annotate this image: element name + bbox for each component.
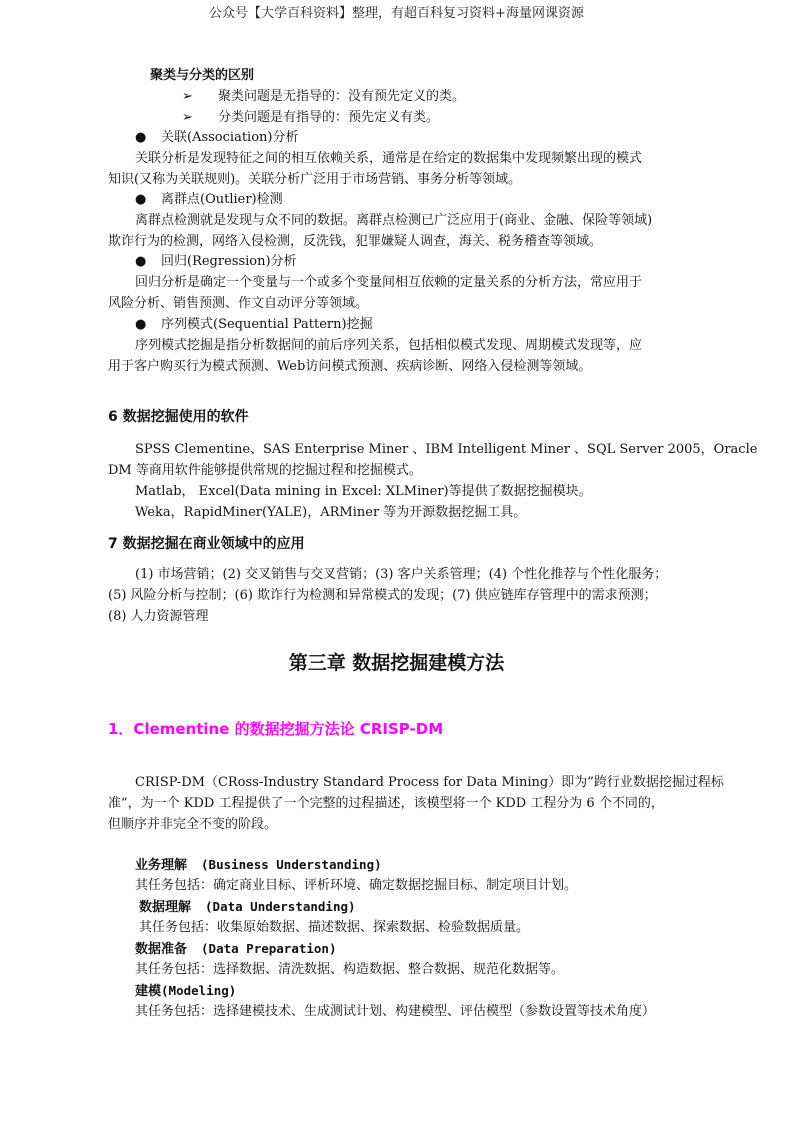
assoc-heading: ● 关联(Association)分析 xyxy=(135,128,298,148)
paragraph-line: 知识(又称为关联规则)。关联分析广泛用于市场营销、事务分析等领域。 xyxy=(108,172,522,187)
dot-bullet-icon: ● xyxy=(135,317,147,332)
paragraph-line: CRISP-DM（CRoss-Industry Standard Process for Data Mining）即为”跨行业数据挖掘过程标 xyxy=(135,775,724,790)
paragraph-line: 但顺序并非完全不变的阶段。 xyxy=(108,817,278,832)
phase-title: 业务理解 (Business Understanding) xyxy=(135,857,382,873)
paragraph-line: 准”，为一个 KDD 工程提供了一个完整的过程描述，该模型将一个 KDD 工程分为 6 个不同的， xyxy=(108,796,664,811)
dot-bullet-icon: ● xyxy=(135,192,147,207)
phase-title: 建模(Modeling) xyxy=(135,983,237,999)
list-item: ➢ 聚类问题是无指导的：没有预先定义的类。 xyxy=(182,87,465,107)
paragraph-line: 关联分析是发现特征之间的相互依赖关系，通常是在给定的数据集中发现频繁出现的模式 xyxy=(135,151,643,166)
phase-title: 数据准备 (Data Preparation) xyxy=(135,941,337,957)
phase-title: 数据理解 (Data Understanding) xyxy=(139,899,356,915)
dot-bullet-icon: ● xyxy=(135,254,147,269)
phase-desc: 其任务包括：选择建模技术、生成测试计划、构建模型、评估模型（参数设置等技术角度） xyxy=(135,1004,656,1019)
phase-desc: 其任务包括：选择数据、清洗数据、构造数据、整合数据、规范化数据等。 xyxy=(135,962,565,977)
paragraph-line: 风险分析、销售预测、作文自动评分等领域。 xyxy=(108,296,369,311)
paragraph-line: 用于客户购买行为模式预测、Web访问模式预测、疾病诊断、网络入侵检测等领域。 xyxy=(108,359,592,374)
page-header: 公众号【大学百科资料】整理，有超百科复习资料+海量网课资源 xyxy=(209,6,584,21)
phase-desc: 其任务包括：收集原始数据、描述数据、探索数据、检验数据质量。 xyxy=(139,920,530,935)
section-7-title: 7 数据挖掘在商业领域中的应用 xyxy=(108,536,305,552)
dot-bullet-icon: ● xyxy=(135,130,147,145)
paragraph-line: DM 等商用软件能够提供常规的挖掘过程和挖掘模式。 xyxy=(108,463,422,478)
paragraph-line: (5) 风险分析与控制；(6) 欺诈行为检测和异常模式的发现；(7) 供应链库存管理中的需求预测； xyxy=(108,588,657,603)
phase-desc: 其任务包括：确定商业目标、评析环境、确定数据挖掘目标、制定项目计划。 xyxy=(135,878,578,893)
arrow-bullet-icon: ➢ xyxy=(182,89,193,104)
paragraph-line: 序列模式挖掘是指分析数据间的前后序列关系，包括相似模式发现、周期模式发现等，应 xyxy=(135,338,643,353)
paragraph-line: (8) 人力资源管理 xyxy=(108,609,209,624)
paragraph-line: Matlab， Excel(Data mining in Excel: XLMiner)等提供了数据挖掘模块。 xyxy=(135,484,592,499)
cluster-vs-classify-title: 聚类与分类的区别 xyxy=(150,68,255,83)
crisp-heading: 1．Clementine 的数据挖掘方法论 CRISP-DM xyxy=(108,720,444,738)
list-item: ➢ 分类问题是有指导的：预先定义有类。 xyxy=(182,108,439,128)
arrow-bullet-icon: ➢ xyxy=(182,110,193,125)
paragraph-line: Weka，RapidMiner(YALE)，ARMiner 等为开源数据挖掘工具。 xyxy=(135,505,527,520)
paragraph-line: 欺诈行为的检测，网络入侵检测，反洗钱，犯罪嫌疑人调查，海关、税务稽查等领域。 xyxy=(108,234,603,249)
paragraph-line: (1) 市场营销；(2) 交叉销售与交叉营销；(3) 客户关系管理；(4) 个性化推荐与个性化服务； xyxy=(135,567,668,582)
section-6-title: 6 数据挖掘使用的软件 xyxy=(108,409,249,425)
sequence-heading: ● 序列模式(Sequential Pattern)挖掘 xyxy=(135,315,373,335)
regression-heading: ● 回归(Regression)分析 xyxy=(135,252,297,272)
paragraph-line: 离群点检测就是发现与众不同的数据。离群点检测已广泛应用于(商业、金融、保险等领域) xyxy=(135,213,653,228)
outlier-heading: ● 离群点(Outlier)检测 xyxy=(135,190,283,210)
paragraph-line: 回归分析是确定一个变量与一个或多个变量间相互依赖的定量关系的分析方法，常应用于 xyxy=(135,275,643,290)
chapter-title: 第三章 数据挖掘建模方法 xyxy=(288,652,505,674)
paragraph-line: SPSS Clementine、SAS Enterprise Miner 、IBM Intelligent Miner 、SQL Server 2005，Oracle xyxy=(135,442,758,457)
